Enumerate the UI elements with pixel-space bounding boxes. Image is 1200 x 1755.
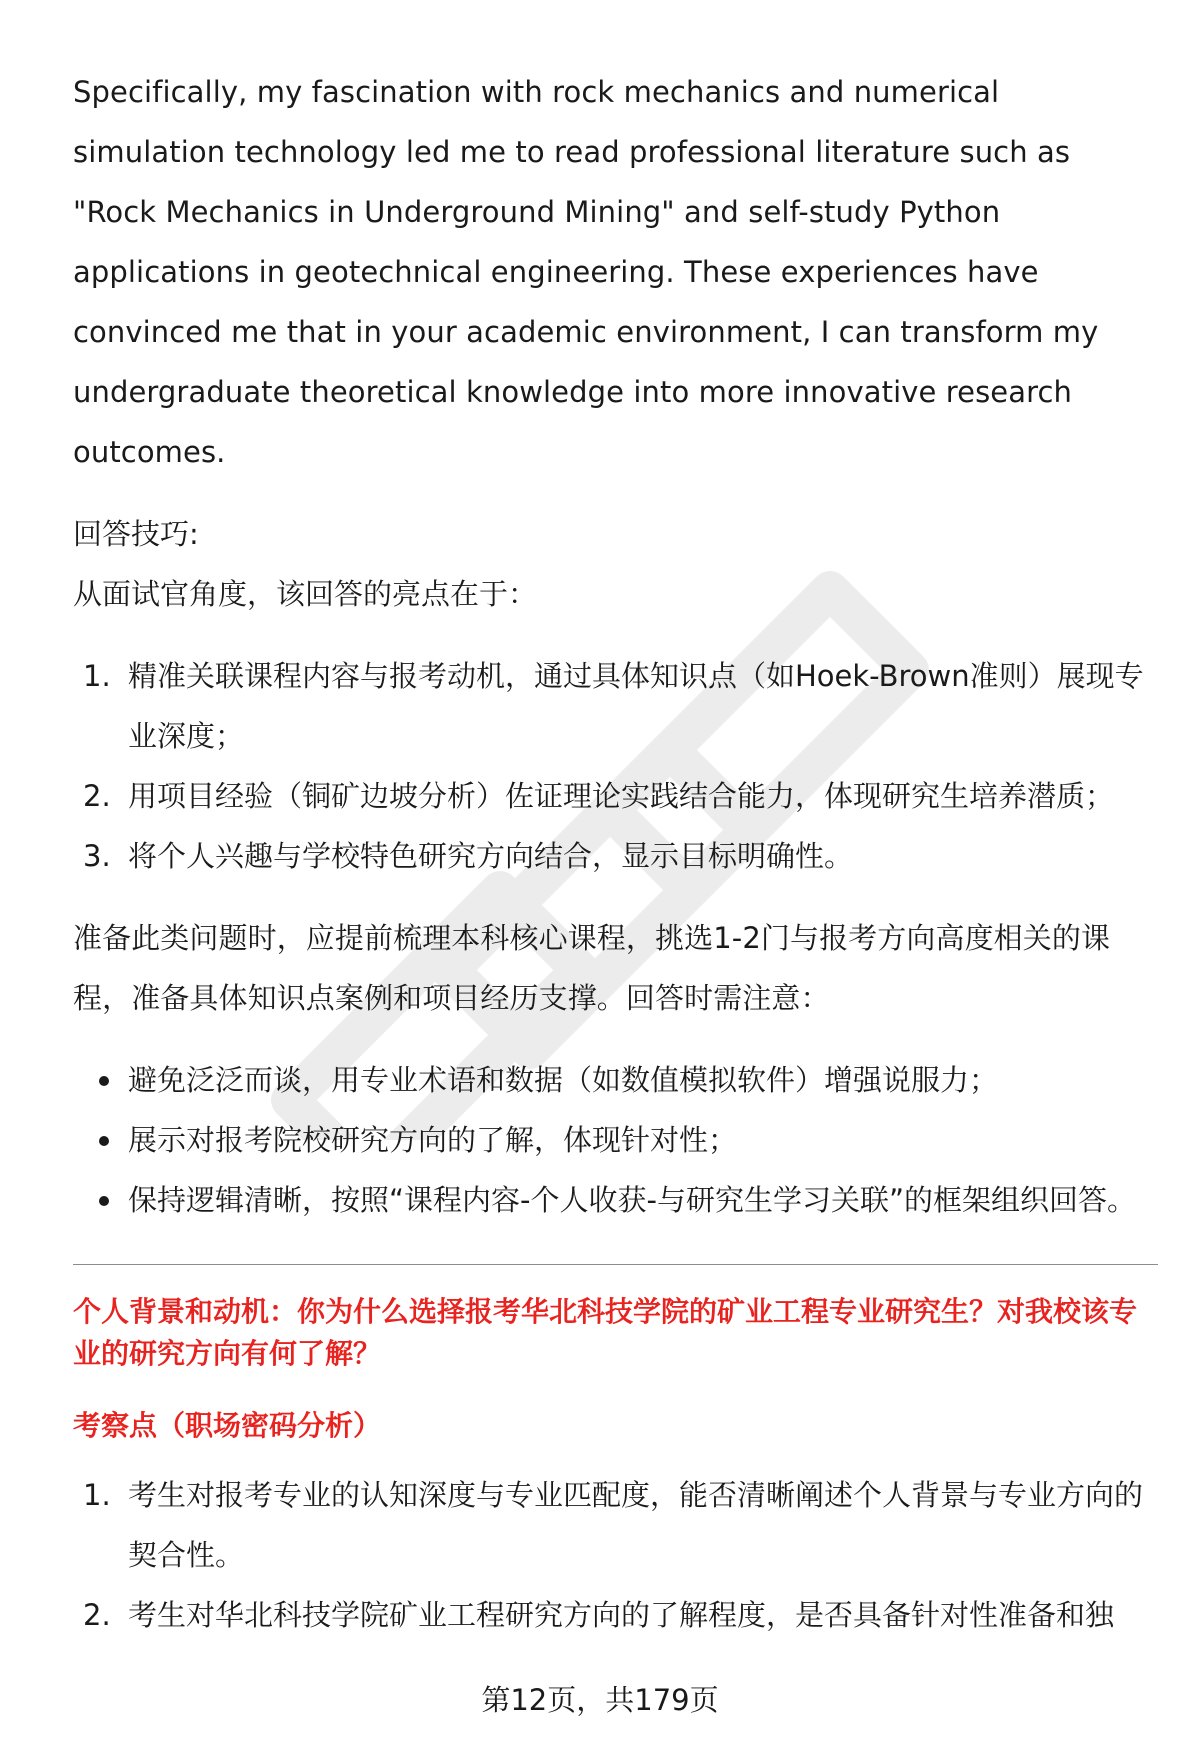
notes-list <box>73 1050 1158 1230</box>
bullet-icon <box>99 1076 109 1086</box>
list-item-text: 用项目经验（铜矿边坡分析）佐证理论实践结合能力，体现研究生培养潜质； <box>128 779 1115 813</box>
list-item-text: 考生对华北科技学院矿业工程研究方向的了解程度，是否具备针对性准备和独 <box>128 1598 1115 1632</box>
list-item-text: 展示对报考院校研究方向的了解，体现针对性； <box>128 1123 738 1157</box>
list-item-text: 考生对报考专业的认知深度与专业匹配度，能否清晰阐述个人背景与专业方向的契合性。 <box>128 1478 1144 1572</box>
list-item-text: 精准关联课程内容与报考动机，通过具体知识点（如Hoek-Brown准则）展现专业深度； <box>128 659 1144 753</box>
list-item-text: 避免泛泛而谈，用专业术语和数据（如数值模拟软件）增强说服力； <box>128 1063 999 1097</box>
list-item <box>73 1170 1158 1230</box>
bullet-icon <box>99 1136 109 1146</box>
section-divider <box>73 1264 1158 1265</box>
list-marker: 1. <box>83 659 111 693</box>
list-item <box>73 1110 1158 1170</box>
list-marker: 1. <box>83 1478 111 1512</box>
page-footer: 第12页，共179页 <box>481 1683 719 1717</box>
analysis-list <box>73 1465 1158 1645</box>
list-item <box>73 766 1158 826</box>
highlights-list <box>73 646 1158 886</box>
list-item <box>73 826 1158 886</box>
list-item <box>73 1465 1158 1585</box>
question-heading: 个人背景和动机：你为什么选择报考华北科技学院的矿业工程专业研究生？对我校该专业的研究方向有何了解？ <box>73 1295 1138 1370</box>
analysis-heading: 考察点（职场密码分析） <box>73 1409 382 1442</box>
list-item <box>73 1585 1158 1645</box>
tips-intro: 从面试官角度，该回答的亮点在于： <box>73 577 538 611</box>
intro-paragraph: Specifically, my fascination with rock mechanics and numerical simulation technology led me to read professional literature such as "Rock Mechanics in Underground Mining" and self-study Python applications in geotechnical engineering. These experiences have convinced me that in your academic environment, I can transform my undergraduate theoretical knowledge into more innovative research outcomes. <box>73 75 1099 469</box>
list-marker: 3. <box>83 839 111 873</box>
tips-label: 回答技巧: <box>73 517 199 551</box>
list-item <box>73 1050 1158 1110</box>
prep-paragraph: 准备此类问题时，应提前梳理本科核心课程，挑选1-2门与报考方向高度相关的课程，准备具体知识点案例和项目经历支撑。回答时需注意： <box>73 921 1111 1015</box>
list-item-text: 保持逻辑清晰，按照“课程内容-个人收获-与研究生学习关联”的框架组织回答。 <box>128 1183 1136 1217</box>
document-page <box>73 62 1158 1645</box>
bullet-icon <box>99 1196 109 1206</box>
list-item <box>73 646 1158 766</box>
list-marker: 2. <box>83 779 111 813</box>
list-marker: 2. <box>83 1598 111 1632</box>
list-item-text: 将个人兴趣与学校特色研究方向结合，显示目标明确性。 <box>128 839 854 873</box>
